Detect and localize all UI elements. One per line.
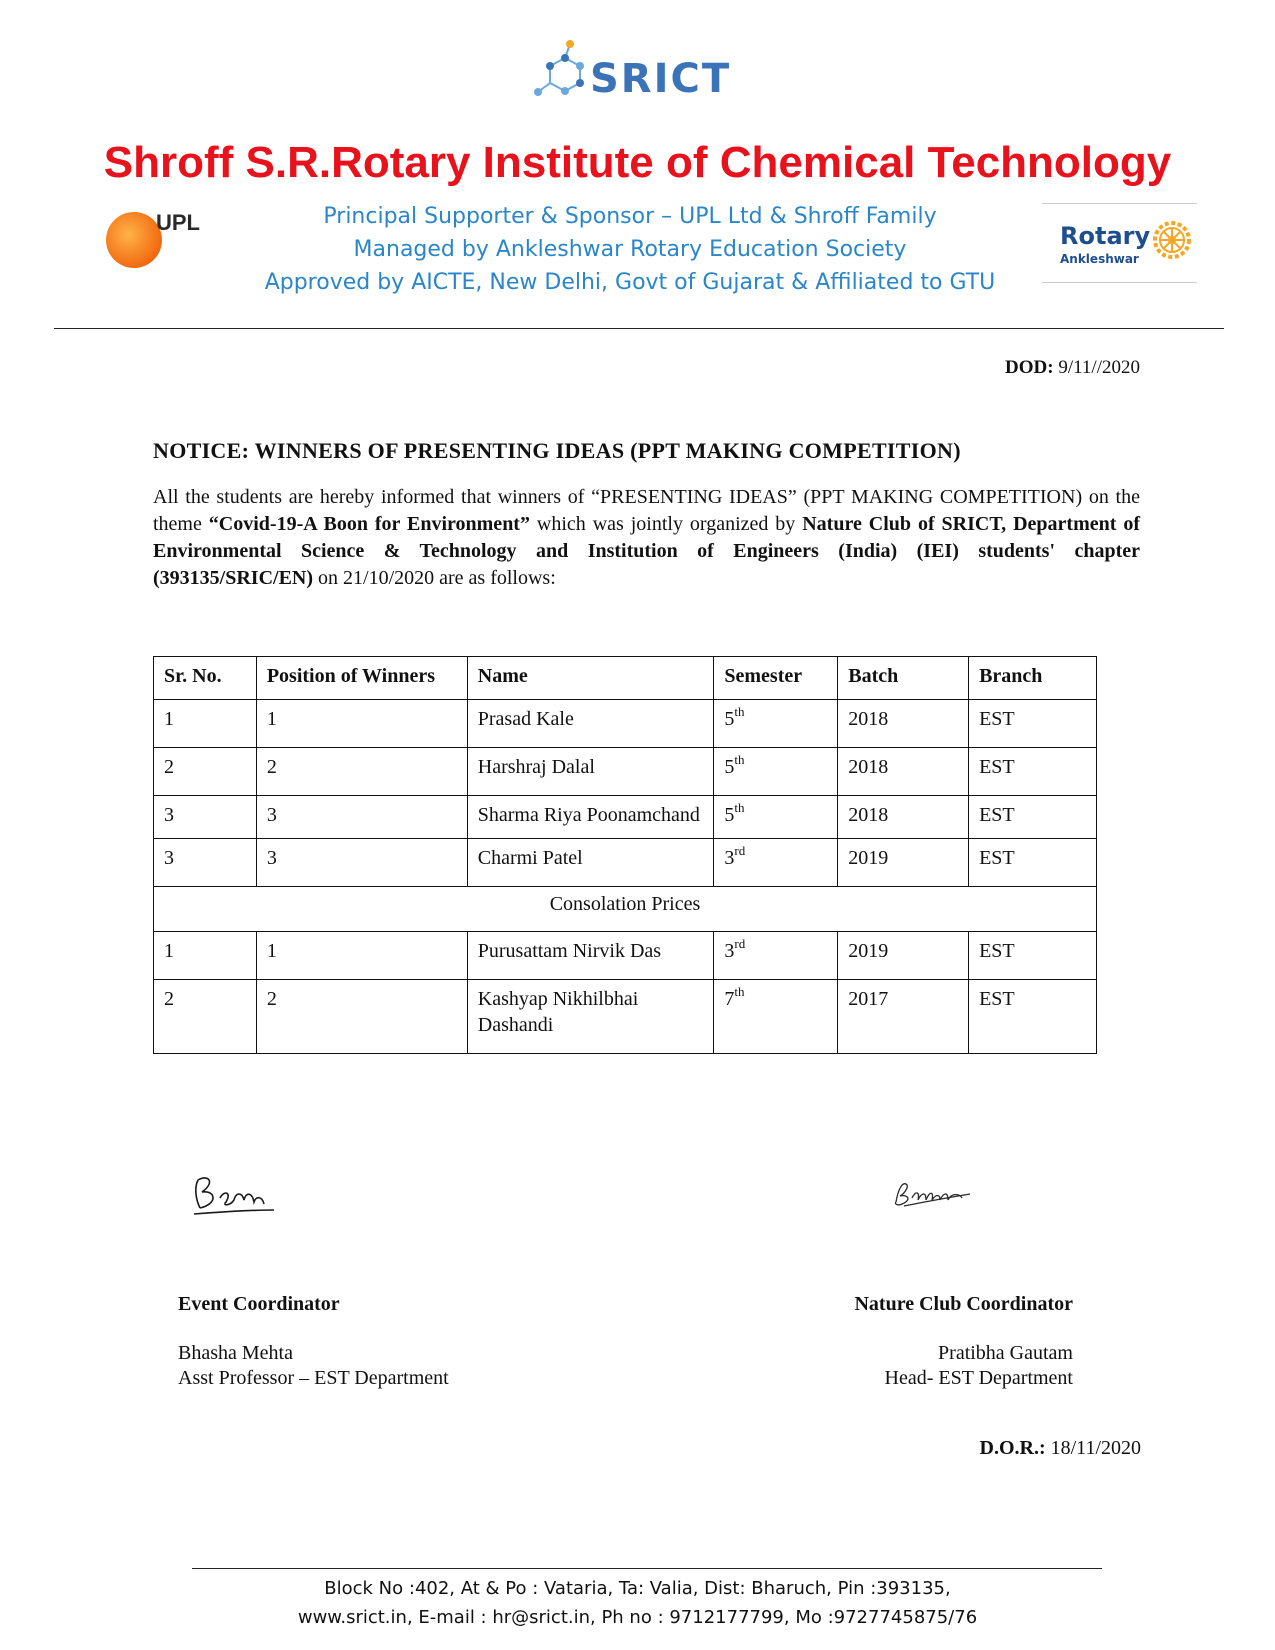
institute-sublines	[230, 200, 1030, 299]
subline-managed: Managed by Ankleshwar Rotary Education Society	[353, 237, 907, 262]
semester-value: 3	[724, 847, 735, 869]
semester-value: 7	[724, 988, 735, 1010]
cell-batch: 2018	[838, 796, 969, 839]
cell-sr: 1	[154, 700, 257, 748]
cell-sr: 2	[154, 980, 257, 1054]
cell-semester	[714, 796, 838, 839]
cell-semester	[714, 700, 838, 748]
winners-table	[153, 656, 1097, 1054]
nature-club-coordinator-role: Head- EST Department	[884, 1367, 1073, 1389]
table-row	[154, 980, 1097, 1054]
notice-paragraph	[153, 484, 1140, 592]
table-row	[154, 700, 1097, 748]
upl-logo	[106, 208, 206, 272]
semester-suffix: th	[734, 704, 745, 719]
cell-semester	[714, 748, 838, 796]
table-row	[154, 839, 1097, 887]
dod-label: DOD:	[1005, 357, 1054, 378]
cell-name: Purusattam Nirvik Das	[467, 932, 714, 980]
header-position: Position of Winners	[256, 657, 467, 700]
cell-branch: EST	[969, 700, 1097, 748]
signature-gautam	[890, 1172, 980, 1212]
date-of-release	[980, 1437, 1141, 1460]
cell-branch: EST	[969, 796, 1097, 839]
rotary-logo	[1042, 203, 1197, 283]
date-of-dispatch	[1005, 357, 1140, 379]
dor-value: 18/11/2020	[1050, 1437, 1141, 1459]
cell-position: 1	[256, 700, 467, 748]
cell-sr: 3	[154, 796, 257, 839]
notice-text-2: which was jointly organized by	[529, 513, 803, 535]
upl-circle-icon	[106, 212, 162, 268]
footer-divider	[192, 1568, 1102, 1569]
cell-semester	[714, 839, 838, 887]
cell-position: 2	[256, 980, 467, 1054]
header-branch: Branch	[969, 657, 1097, 700]
cell-branch: EST	[969, 748, 1097, 796]
notice-theme: “Covid-19-A Boon for Environment”	[208, 513, 530, 535]
table-row	[154, 932, 1097, 980]
cell-name: Harshraj Dalal	[467, 748, 714, 796]
cell-batch: 2019	[838, 932, 969, 980]
semester-value: 5	[724, 756, 735, 778]
event-coordinator-title: Event Coordinator	[178, 1293, 340, 1315]
cell-name: Kashyap Nikhilbhai Dashandi	[467, 980, 714, 1054]
cell-batch: 2018	[838, 700, 969, 748]
srict-logo	[530, 36, 730, 116]
table-row	[154, 748, 1097, 796]
cell-batch: 2019	[838, 839, 969, 887]
subline-approved: Approved by AICTE, New Delhi, Govt of Gujarat & Affiliated to GTU	[264, 270, 996, 295]
consolation-label: Consolation Prices	[154, 887, 1097, 932]
nature-club-coordinator-title: Nature Club Coordinator	[854, 1293, 1073, 1315]
notice-text-3: on 21/10/2020 are as follows:	[313, 567, 556, 589]
molecule-icon	[530, 36, 590, 116]
consolation-row	[154, 887, 1097, 932]
semester-value: 3	[724, 940, 735, 962]
subline-sponsor: Principal Supporter & Sponsor – UPL Ltd & Shroff Family	[323, 204, 937, 229]
semester-suffix: rd	[734, 843, 746, 858]
semester-value: 5	[724, 804, 735, 826]
footer-contact: www.srict.in, E-mail : hr@srict.in, Ph no : 9712177799, Mo :9727745875/76	[297, 1607, 978, 1628]
cell-name: Prasad Kale	[467, 700, 714, 748]
rotary-wheel-icon	[1152, 220, 1192, 260]
cell-position: 3	[256, 796, 467, 839]
institute-name: Shroff S.R.Rotary Institute of Chemical Technology	[103, 138, 1172, 187]
rotary-logo-subtext: Ankleshwar	[1060, 252, 1139, 266]
notice-organizers: Nature Club of SRICT, Department of Environmental Science & Technology and Institution of Engineers (India) (IEI) students' chapter (393135/SRIC/EN)	[153, 513, 1140, 589]
dor-label: D.O.R.:	[979, 1437, 1046, 1459]
cell-position: 3	[256, 839, 467, 887]
cell-semester	[714, 932, 838, 980]
upl-logo-text: UPL	[156, 210, 200, 235]
cell-name: Charmi Patel	[467, 839, 714, 887]
nature-club-coordinator-block	[854, 1292, 1073, 1391]
semester-suffix: th	[734, 984, 745, 999]
cell-batch: 2017	[838, 980, 969, 1054]
footer	[0, 1574, 1275, 1632]
footer-address: Block No :402, At & Po : Vataria, Ta: Valia, Dist: Bharuch, Pin :393135,	[324, 1578, 951, 1599]
header-name: Name	[467, 657, 714, 700]
notice-text-1: All the students are hereby informed that winners of “PRESENTING IDEAS” (PPT MAKING COMPETITION) on the theme	[153, 486, 1140, 535]
semester-suffix: th	[734, 752, 745, 767]
logo-text: SRICT	[590, 56, 732, 102]
signature-bhasha	[190, 1170, 280, 1220]
table-row	[154, 796, 1097, 839]
event-coordinator-role: Asst Professor – EST Department	[178, 1367, 449, 1389]
rotary-logo-text: Rotary	[1060, 222, 1151, 250]
cell-branch: EST	[969, 839, 1097, 887]
cell-sr: 2	[154, 748, 257, 796]
cell-branch: EST	[969, 932, 1097, 980]
cell-semester	[714, 980, 838, 1054]
nature-club-coordinator-name: Pratibha Gautam	[938, 1342, 1073, 1364]
event-coordinator-name: Bhasha Mehta	[178, 1342, 293, 1364]
cell-sr: 3	[154, 839, 257, 887]
cell-batch: 2018	[838, 748, 969, 796]
header-sr-no: Sr. No.	[154, 657, 257, 700]
cell-branch: EST	[969, 980, 1097, 1054]
header-divider	[54, 328, 1224, 329]
cell-sr: 1	[154, 932, 257, 980]
cell-name: Sharma Riya Poonamchand	[467, 796, 714, 839]
semester-suffix: rd	[734, 936, 746, 951]
notice-heading: NOTICE: WINNERS OF PRESENTING IDEAS (PPT MAKING COMPETITION)	[153, 438, 961, 463]
semester-value: 5	[724, 708, 735, 730]
semester-suffix: th	[734, 800, 745, 815]
header-semester: Semester	[714, 657, 838, 700]
dod-value: 9/11//2020	[1058, 357, 1140, 378]
table-header-row	[154, 657, 1097, 700]
header-batch: Batch	[838, 657, 969, 700]
cell-position: 2	[256, 748, 467, 796]
event-coordinator-block	[178, 1292, 449, 1391]
cell-position: 1	[256, 932, 467, 980]
